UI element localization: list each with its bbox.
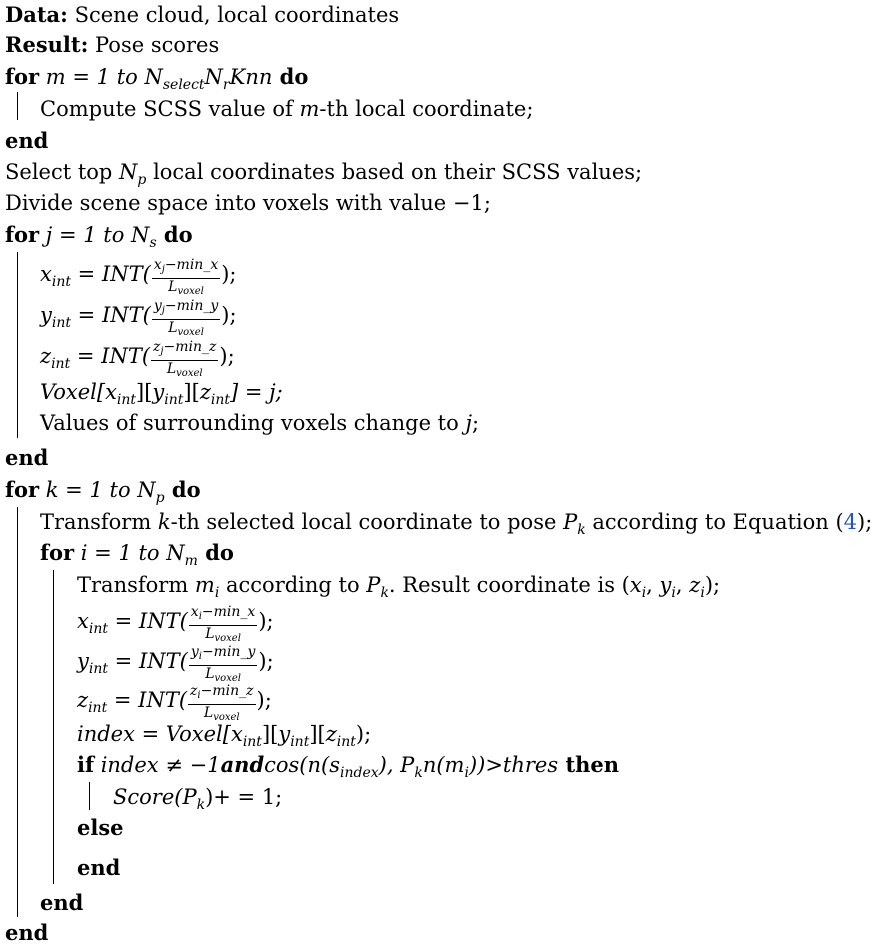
for-k-line — [5, 475, 201, 505]
subscript: j — [161, 305, 165, 316]
subscript: voxel — [213, 712, 240, 723]
block-bar — [17, 92, 18, 120]
n-var: N — [159, 541, 185, 565]
fraction — [152, 258, 220, 299]
end-keyword: end — [5, 445, 49, 470]
m-var: m — [299, 97, 320, 121]
subscript: voxel — [177, 286, 204, 297]
subscript: i — [198, 611, 202, 622]
subscript: j — [161, 264, 165, 275]
var: z — [199, 380, 211, 404]
fraction — [152, 299, 220, 340]
var: x — [153, 257, 162, 273]
end-keyword: end — [5, 128, 49, 153]
var: x — [77, 609, 89, 633]
subscript: i — [198, 651, 202, 662]
y-int-line — [40, 298, 237, 338]
text: = INT( — [107, 609, 188, 633]
for-m-line — [5, 62, 308, 92]
text: Divide scene space into voxels with value −1; — [5, 191, 491, 215]
var: x — [40, 262, 52, 286]
var: L — [205, 626, 215, 642]
text: ); — [258, 649, 274, 673]
text: Voxel[ — [40, 380, 106, 404]
text: −min_y — [164, 298, 219, 314]
surrounding-line — [40, 408, 479, 438]
divide-line — [5, 188, 491, 218]
end-keyword: end — [40, 890, 84, 915]
text: ][ — [309, 722, 326, 746]
text: )+ = 1; — [205, 785, 283, 809]
subscript: i — [464, 765, 469, 781]
text: = INT( — [107, 688, 188, 712]
subscript: i — [197, 690, 201, 701]
for-keyword: for — [5, 477, 40, 502]
subscript: i — [671, 585, 676, 601]
text: Values of surrounding voxels change to — [40, 411, 466, 435]
subscript: m — [184, 553, 198, 569]
subscript: p — [137, 172, 147, 188]
k-var: k — [157, 510, 171, 534]
var: y — [40, 303, 52, 327]
text: = INT( — [108, 649, 188, 673]
loop-cond: m = 1 — [39, 65, 117, 89]
text: ][ — [183, 380, 200, 404]
text: ); — [256, 688, 272, 712]
text: local coordinates based on their SCSS values; — [146, 160, 643, 184]
text: = INT( — [70, 344, 151, 368]
text: ))>thres — [468, 753, 559, 777]
end-keyword: end — [77, 855, 121, 880]
text: cos(n(s — [264, 753, 340, 777]
text: −min_x — [201, 604, 256, 620]
x-int-line — [77, 604, 274, 644]
loop-cond: k = 1 — [39, 478, 110, 502]
subscript: k — [196, 797, 206, 813]
text: ); — [258, 609, 274, 633]
subscript: p — [155, 490, 165, 506]
do-keyword: do — [164, 477, 201, 502]
var: y — [152, 380, 165, 404]
subscript: k — [380, 585, 389, 601]
n-var: N — [204, 65, 223, 89]
text: ); — [221, 303, 237, 327]
end-line — [5, 126, 48, 156]
end-line — [5, 443, 48, 473]
subscript: i — [214, 585, 220, 601]
var: x — [230, 722, 243, 746]
text: ); — [355, 722, 372, 746]
text: ), P — [378, 753, 415, 777]
text: = INT( — [71, 303, 151, 327]
text: Score(P — [113, 785, 197, 809]
and-keyword: and — [220, 752, 265, 777]
var: z — [689, 573, 701, 597]
for-j-line — [5, 220, 193, 250]
for-i-line — [40, 538, 234, 568]
do-keyword: do — [272, 64, 309, 89]
if-line — [77, 750, 619, 780]
var: y — [77, 649, 89, 673]
end-if-line — [77, 853, 120, 883]
var: y — [153, 298, 162, 314]
var: x — [105, 380, 117, 404]
loop-cond: j = 1 — [39, 223, 104, 247]
m-var: m — [194, 573, 215, 597]
subscript: voxel — [214, 673, 241, 684]
text: Transform — [40, 510, 158, 534]
var: z — [40, 344, 52, 368]
fraction — [151, 340, 218, 381]
subscript: int — [336, 734, 356, 750]
for-keyword: for — [5, 222, 40, 247]
for-keyword: for — [40, 540, 75, 565]
if-keyword: if — [77, 752, 95, 777]
subscript: i — [700, 585, 705, 601]
y-int-line — [77, 644, 274, 684]
text: ] = j; — [230, 380, 283, 404]
for-keyword: for — [5, 64, 40, 89]
subscript: int — [88, 621, 108, 637]
text: index ≠ −1 — [94, 753, 221, 777]
select-top-line — [5, 157, 642, 187]
var: x — [629, 573, 642, 597]
block-bar — [53, 570, 54, 884]
subscript: int — [51, 274, 71, 290]
text: according to Equation ( — [585, 510, 844, 534]
block-bar — [89, 782, 90, 810]
data-line — [5, 0, 399, 30]
x-int-line — [40, 257, 237, 297]
subscript: k — [414, 765, 423, 781]
z-int-line — [77, 683, 272, 723]
loop-cond: i = 1 — [74, 541, 139, 565]
text: ); — [221, 262, 237, 286]
text: ); — [704, 573, 721, 597]
n-var: N — [137, 65, 163, 89]
subscript: int — [164, 392, 184, 408]
end-outer-line — [5, 918, 48, 948]
var: L — [166, 361, 177, 377]
subscript: select — [162, 77, 205, 93]
fraction — [189, 605, 258, 646]
subscript: int — [51, 356, 71, 372]
text: , — [675, 573, 690, 597]
text: according to — [219, 573, 367, 597]
subscript: int — [242, 734, 262, 750]
text: −min_y — [201, 644, 256, 660]
score-line — [113, 782, 282, 812]
var: z — [190, 683, 198, 699]
var: z — [77, 688, 89, 712]
voxel-assign-line — [40, 377, 283, 407]
to-word: to — [103, 223, 125, 247]
var: L — [168, 279, 178, 295]
text: index = Voxel[ — [77, 722, 231, 746]
compute-scss-line — [40, 94, 533, 124]
subscript: i — [641, 585, 647, 601]
text: ][ — [136, 380, 153, 404]
text: ; — [471, 411, 480, 435]
var: z — [153, 339, 161, 355]
subscript: voxel — [177, 327, 204, 338]
subscript: int — [290, 734, 310, 750]
p-var: P — [366, 573, 381, 597]
to-word: to — [109, 478, 131, 502]
end-keyword: end — [5, 920, 49, 945]
block-bar — [17, 507, 18, 917]
var: y — [659, 573, 672, 597]
to-word: to — [138, 541, 160, 565]
else-line — [77, 813, 124, 843]
knn-var: Knn — [229, 65, 273, 89]
var: L — [203, 705, 214, 721]
text: Transform — [77, 573, 195, 597]
subscript: index — [340, 765, 379, 781]
subscript: int — [116, 392, 137, 408]
transform-m-line — [77, 570, 720, 600]
subscript: s — [149, 235, 157, 251]
subscript: r — [222, 77, 230, 93]
var: z — [325, 722, 337, 746]
index-line — [77, 719, 371, 749]
text: ); — [857, 510, 872, 534]
text: −min_x — [164, 257, 219, 273]
subscript: k — [577, 522, 586, 538]
text: -th local coordinate; — [319, 97, 534, 121]
j-var: j — [465, 411, 472, 435]
result-keyword: Result: — [5, 32, 89, 57]
text: ][ — [261, 722, 279, 746]
result-text: Pose scores — [88, 33, 220, 57]
do-keyword: do — [197, 540, 234, 565]
subscript: int — [210, 392, 231, 408]
text: ); — [219, 344, 235, 368]
text: −min_z — [200, 683, 254, 699]
var: L — [205, 666, 215, 682]
var: y — [278, 722, 291, 746]
do-keyword: do — [156, 222, 193, 247]
data-text: Scene cloud, local coordinates — [67, 3, 400, 27]
text: n(m — [422, 753, 465, 777]
fraction — [189, 645, 258, 686]
var: y — [190, 644, 199, 660]
text: . Result coordinate is ( — [388, 573, 630, 597]
p-var: P — [563, 510, 578, 534]
subscript: j — [160, 346, 164, 357]
var: x — [190, 604, 199, 620]
text: -th selected local coordinate to pose — [170, 510, 564, 534]
n-var: N — [119, 160, 138, 184]
text: , — [646, 573, 660, 597]
subscript: int — [88, 661, 108, 677]
block-bar — [17, 252, 18, 438]
text: Select top — [5, 160, 120, 184]
text: Compute SCSS value of — [40, 97, 300, 121]
then-keyword: then — [558, 752, 620, 777]
n-var: N — [124, 223, 150, 247]
equation-link[interactable]: 4 — [843, 510, 858, 534]
end-inner-line — [40, 888, 83, 918]
to-word: to — [116, 65, 138, 89]
transform-k-line — [40, 507, 872, 537]
else-keyword: else — [77, 815, 124, 840]
text: = INT( — [70, 262, 151, 286]
data-keyword: Data: — [5, 2, 68, 27]
text: −min_z — [163, 339, 217, 355]
z-int-line — [40, 339, 235, 379]
subscript: voxel — [176, 368, 203, 379]
subscript: voxel — [214, 633, 241, 644]
subscript: int — [51, 315, 71, 331]
result-line — [5, 30, 219, 60]
n-var: N — [130, 478, 156, 502]
var: L — [168, 320, 178, 336]
subscript: int — [88, 700, 108, 716]
